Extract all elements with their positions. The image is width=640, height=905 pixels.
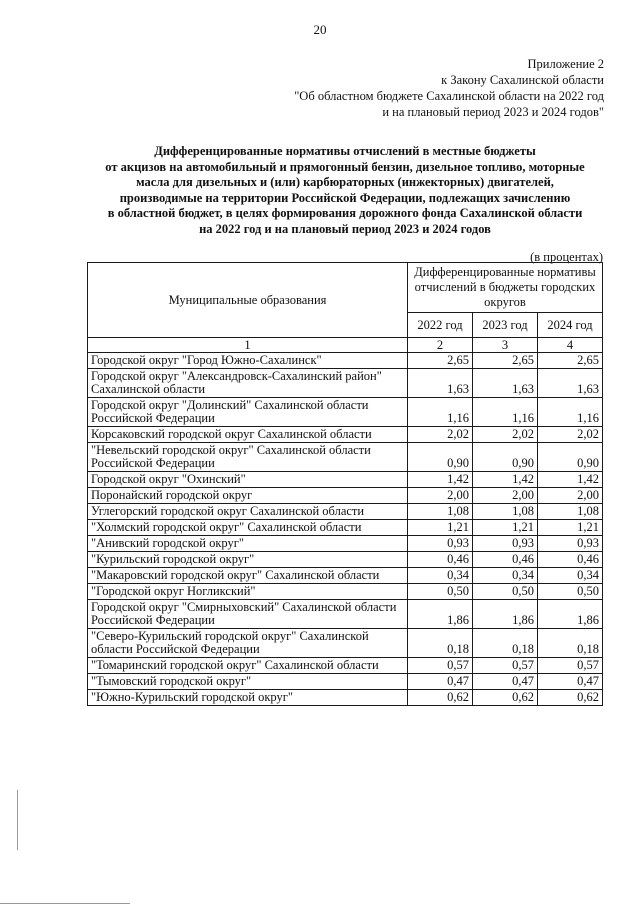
- title-line: Дифференцированные нормативы отчислений в местные бюджеты: [154, 144, 536, 158]
- table-row: [88, 658, 603, 674]
- column-header-year: 2023 год: [473, 313, 538, 338]
- norm-value-2024: 2,65: [538, 353, 603, 369]
- table-row: [88, 488, 603, 504]
- table-row: [88, 674, 603, 690]
- norm-value-2023: 0,50: [473, 584, 538, 600]
- table-row: [88, 536, 603, 552]
- column-number: 1: [88, 338, 408, 353]
- norm-value-2022: 2,65: [408, 353, 473, 369]
- table-row: [88, 472, 603, 488]
- norm-value-2023: 2,65: [473, 353, 538, 369]
- municipality-name: "Макаровский городской округ" Сахалинской области: [88, 568, 408, 584]
- norm-value-2023: 2,02: [473, 427, 538, 443]
- norm-value-2022: 0,57: [408, 658, 473, 674]
- norm-value-2023: 1,21: [473, 520, 538, 536]
- norm-value-2022: 0,34: [408, 568, 473, 584]
- appendix-line: и на плановый период 2023 и 2024 годов": [382, 105, 604, 119]
- column-number: 2: [408, 338, 473, 353]
- table-row: [88, 398, 603, 427]
- norm-value-2024: 1,63: [538, 369, 603, 398]
- norm-value-2022: 0,47: [408, 674, 473, 690]
- norm-value-2023: 1,63: [473, 369, 538, 398]
- municipality-name: Городской округ "Охинский": [88, 472, 408, 488]
- norm-value-2024: 0,50: [538, 584, 603, 600]
- table-row: [88, 427, 603, 443]
- norm-value-2022: 0,62: [408, 690, 473, 706]
- norm-value-2022: 1,63: [408, 369, 473, 398]
- norm-value-2023: 1,16: [473, 398, 538, 427]
- norm-value-2024: 2,02: [538, 427, 603, 443]
- norm-value-2024: 2,00: [538, 488, 603, 504]
- municipality-name: Корсаковский городской округ Сахалинской области: [88, 427, 408, 443]
- municipality-name: "Холмский городской округ" Сахалинской области: [88, 520, 408, 536]
- norm-value-2022: 0,50: [408, 584, 473, 600]
- norm-value-2023: 0,18: [473, 629, 538, 658]
- table-row: [88, 629, 603, 658]
- municipality-name: "Южно-Курильский городской округ": [88, 690, 408, 706]
- norm-value-2022: 0,46: [408, 552, 473, 568]
- municipality-name: "Томаринский городской округ" Сахалинской области: [88, 658, 408, 674]
- column-header-year: 2022 год: [408, 313, 473, 338]
- column-header-year: 2024 год: [538, 313, 603, 338]
- title-line: от акцизов на автомобильный и прямогонный бензин, дизельное топливо, моторные: [105, 159, 585, 174]
- appendix-header: [244, 56, 604, 120]
- norm-value-2023: 0,34: [473, 568, 538, 584]
- municipality-name: "Анивский городской округ": [88, 536, 408, 552]
- title-line: масла для дизельных и (или) карбюраторных (инжекторных) двигателей,: [136, 175, 554, 189]
- norm-value-2024: 0,47: [538, 674, 603, 690]
- table-row: [88, 568, 603, 584]
- norm-value-2022: 2,00: [408, 488, 473, 504]
- municipality-name: "Невельский городской округ" Сахалинской области Российской Федерации: [88, 443, 408, 472]
- column-header-municipality: Муниципальные образования: [88, 263, 408, 338]
- page-number: 20: [313, 22, 327, 37]
- appendix-line: к Закону Сахалинской области: [441, 73, 604, 87]
- table-row: [88, 690, 603, 706]
- norm-value-2024: 0,46: [538, 552, 603, 568]
- column-number: 4: [538, 338, 603, 353]
- norm-value-2024: 0,18: [538, 629, 603, 658]
- norm-value-2022: 1,86: [408, 600, 473, 629]
- table-row: [88, 353, 603, 369]
- norm-value-2024: 1,08: [538, 504, 603, 520]
- norm-value-2024: 0,90: [538, 443, 603, 472]
- title-line: в областной бюджет, в целях формирования дорожного фонда Сахалинской области: [107, 206, 583, 220]
- norm-value-2024: 0,34: [538, 568, 603, 584]
- municipality-name: Городской округ "Александровск-Сахалинский район" Сахалинской области: [88, 369, 408, 398]
- table-row: [88, 504, 603, 520]
- norm-value-2023: 1,08: [473, 504, 538, 520]
- norm-value-2023: 0,90: [473, 443, 538, 472]
- title-line: на 2022 год и на плановый период 2023 и 2024 годов: [199, 221, 491, 236]
- column-header-norms: Дифференцированные нормативы отчислений в бюджеты городских округов: [408, 263, 603, 313]
- norm-value-2023: 0,93: [473, 536, 538, 552]
- appendix-line: "Об областном бюджете Сахалинской области на 2022 год: [294, 89, 604, 103]
- norm-value-2023: 0,57: [473, 658, 538, 674]
- norm-value-2024: 0,62: [538, 690, 603, 706]
- norm-value-2024: 1,86: [538, 600, 603, 629]
- municipality-name: Поронайский городской округ: [88, 488, 408, 504]
- norm-value-2022: 1,42: [408, 472, 473, 488]
- units-note: (в процентах): [530, 250, 603, 264]
- table-row: [88, 552, 603, 568]
- municipality-name: Углегорский городской округ Сахалинской области: [88, 504, 408, 520]
- norm-value-2023: 1,86: [473, 600, 538, 629]
- appendix-line: Приложение 2: [527, 57, 604, 71]
- norm-value-2023: 2,00: [473, 488, 538, 504]
- norm-value-2022: 0,93: [408, 536, 473, 552]
- norm-value-2024: 1,16: [538, 398, 603, 427]
- norm-value-2023: 1,42: [473, 472, 538, 488]
- norm-value-2023: 0,46: [473, 552, 538, 568]
- table-body: [88, 353, 603, 706]
- norm-value-2024: 0,93: [538, 536, 603, 552]
- municipality-name: Городской округ "Долинский" Сахалинской области Российской Федерации: [88, 398, 408, 427]
- scan-mark: [17, 790, 18, 850]
- municipality-name: "Курильский городской округ": [88, 552, 408, 568]
- norm-value-2024: 1,42: [538, 472, 603, 488]
- norm-value-2022: 0,90: [408, 443, 473, 472]
- municipality-name: Городской округ "Смирныховский" Сахалинской области Российской Федерации: [88, 600, 408, 629]
- norm-value-2024: 0,57: [538, 658, 603, 674]
- table-row: [88, 600, 603, 629]
- norm-value-2024: 1,21: [538, 520, 603, 536]
- table-row: [88, 584, 603, 600]
- norm-value-2022: 1,21: [408, 520, 473, 536]
- title-line: производимые на территории Российской Федерации, подлежащих зачислению: [119, 190, 571, 205]
- norm-value-2023: 0,47: [473, 674, 538, 690]
- table-row: [88, 369, 603, 398]
- table-row: [88, 520, 603, 536]
- municipality-name: "Тымовский городской округ": [88, 674, 408, 690]
- scan-mark: [0, 903, 130, 904]
- document-title: [80, 144, 610, 237]
- norm-value-2022: 0,18: [408, 629, 473, 658]
- norm-value-2022: 1,08: [408, 504, 473, 520]
- municipality-name: "Городской округ Ногликский": [88, 584, 408, 600]
- norm-value-2022: 1,16: [408, 398, 473, 427]
- municipality-name: Городской округ "Город Южно-Сахалинск": [88, 353, 408, 369]
- table-row: [88, 443, 603, 472]
- norms-table: [87, 262, 603, 706]
- municipality-name: "Северо-Курильский городской округ" Сахалинской области Российской Федерации: [88, 629, 408, 658]
- norm-value-2022: 2,02: [408, 427, 473, 443]
- column-number: 3: [473, 338, 538, 353]
- norm-value-2023: 0,62: [473, 690, 538, 706]
